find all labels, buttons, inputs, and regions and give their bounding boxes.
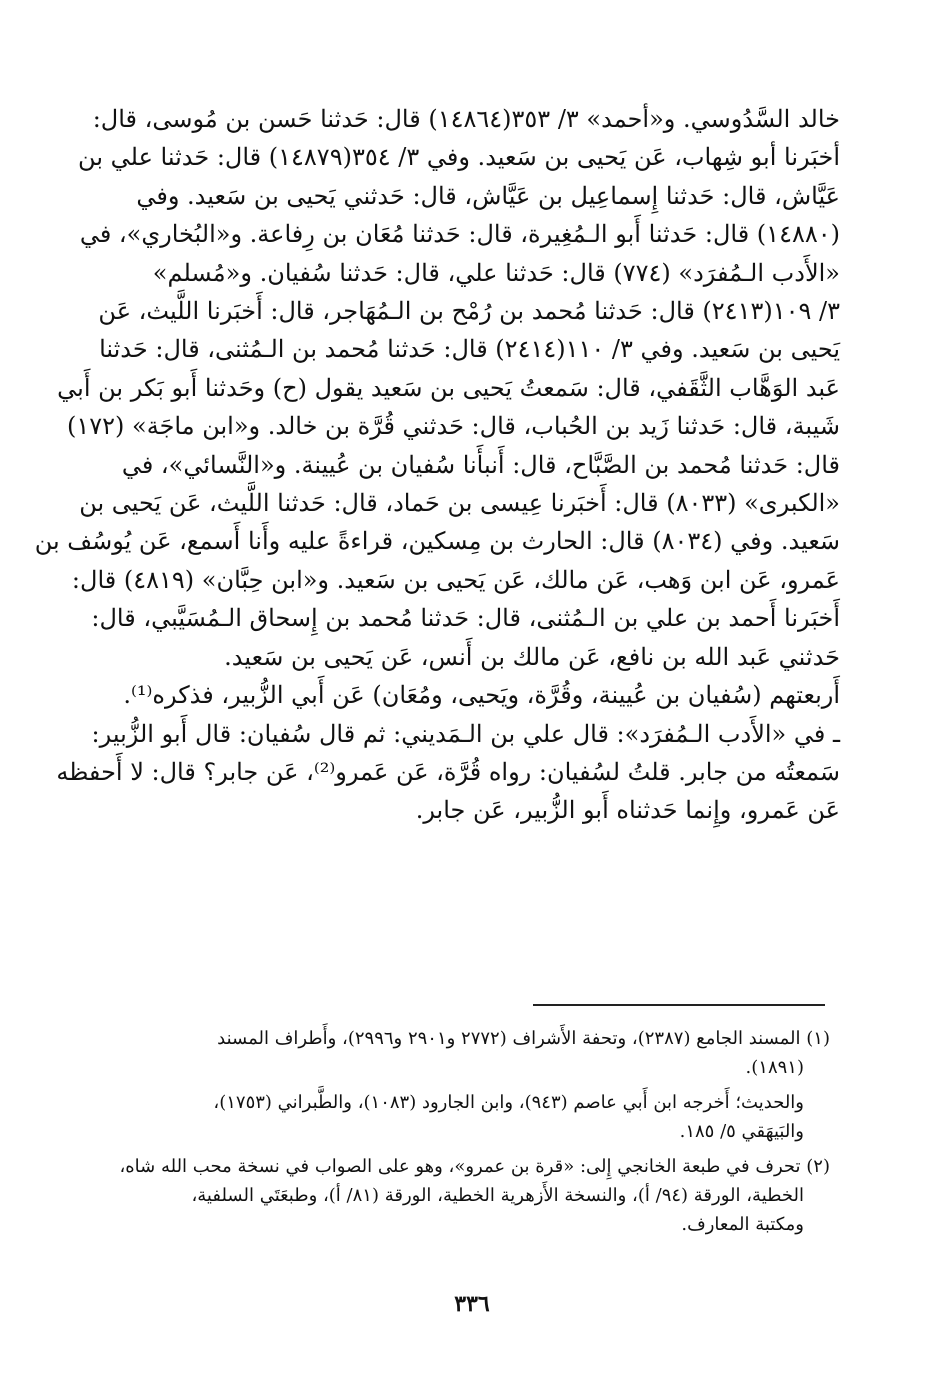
footnote-separator [533, 1004, 825, 1006]
footnote-line: (١٨٩١). [745, 1057, 804, 1078]
text-line: ـ في «الأَدب الـمُفرَد»: قال علي بن الـمَديني: ثم قال سُفيان: قال أَبو الزُّبير: [91, 719, 840, 748]
text-line: ٣/ ١٠٩(٢٤١٣) قال: حَدثنا مُحمد بن رُمْح بن الـمُهَاجر، قال: أَخبَرنا اللَّيث، عَن [98, 297, 840, 326]
paragraph-3 [56, 715, 840, 830]
text-line: «الكبرى» (٨٠٣٣) قال: أَخبَرنا عِيسى بن حَماد، قال: حَدثنا اللَّيث، عَن يَحيى بن [79, 489, 840, 518]
text-line: شَيبة، قال: حَدثنا زَيد بن الحُباب، قال: حَدثني قُرَّة بن خالد. و«ابن ماجَة» (١٧٢) [67, 412, 840, 441]
footnote-line: والحديث؛ أَخرجه ابن أَبي عاصم (٩٤٣)، وابن الجارود (١٠٨٣)، والطَّبراني (١٧٥٣)، [213, 1092, 804, 1113]
paragraph-1 [34, 100, 840, 676]
main-text [34, 100, 840, 830]
text-line: أخبَرنا أبو شِهاب، عَن يَحيى بن سَعيد. وفي ٣/ ٣٥٤(١٤٨٧٩) قال: حَدثنا علي بن [78, 143, 840, 172]
text-line: قال: حَدثنا مُحمد بن الصَّبَّاح، قال: أَنبأَنا سُفيان بن عُيينة. و«النَّسائي»، في [121, 450, 840, 479]
text-line: سَمعتُه من جابر. قلتُ لسُفيان: رواه قُرَّة، عَن عَمرو⁽²⁾، عَن جابر؟ قال: لا أَحفظه [56, 757, 840, 786]
footnote-line: ومكتبة المعارف. [681, 1214, 804, 1235]
footnote-line: والبَيهَقي ٥/ ١٨٥. [679, 1121, 804, 1142]
text-line: خالد السَّدُوسي. و«أحمد» ٣/ ٣٥٣(١٤٨٦٤) قال: حَدثنا حَسن بن مُوسى، قال: [92, 105, 840, 133]
footnote-line: (٢) تحرف في طبعة الخانجي إِلى: «قرة بن عمرو»، وهو على الصواب في نسخة محب الله شاه، [119, 1156, 830, 1177]
footnote-1-continued [80, 1088, 830, 1146]
text-line: «الأَدب الـمُفرَد» (٧٧٤) قال: حَدثنا علي، قال: حَدثنا سُفيان. و«مُسلم» [152, 258, 840, 287]
paragraph-2 [80, 676, 840, 714]
text-line: عَبد الوَهَّاب الثَّقَفي، قال: سَمعتُ يَحيى بن سَعيد يقول (ح) وحَدثنا أَبو بَكر بن أَبي [57, 373, 840, 402]
text-line: أَربعتهم (سُفيان بن عُيينة، وقُرَّة، ويَحيى، ومُعَان) عَن أَبي الزُّبير، فذكره⁽¹⁾. [123, 681, 840, 710]
text-line: أَخبَرنا أَحمد بن علي بن الـمُثنى، قال: حَدثنا مُحمد بن إِسحاق الـمُسَيَّبي، قال: [91, 604, 840, 633]
text-line: عَيَّاش، قال: حَدثنا إِسماعِيل بن عَيَّاش، قال: حَدثني يَحيى بن سَعيد. وفي [136, 181, 840, 210]
footnote-line: (١) المسند الجامع (٢٣٨٧)، وتحفة الأَشراف (٢٧٧٢ و٢٩٠١ و٢٩٩٦)، وأَطراف المسند [217, 1028, 830, 1049]
text-line: حَدثني عَبد الله بن نافع، عَن مالك بن أَنس، عَن يَحيى بن سَعيد. [224, 642, 840, 671]
footnotes [80, 1024, 830, 1245]
footnote-1 [80, 1024, 830, 1082]
text-line: سَعيد. وفي (٨٠٣٤) قال: الحارث بن مِسكين، قراءةً عليه وأَنا أَسمع، عَن يُوسُف بن [34, 527, 840, 556]
page-number: ٣٣٦ [454, 1291, 490, 1317]
text-line: (١٤٨٨٠) قال: حَدثنا أَبو الـمُغِيرة، قال: حَدثنا مُعَان بن رِفاعة. و«البُخاري»، في [79, 220, 840, 249]
text-line: عَن عَمرو، وإِنما حَدثناه أَبو الزُّبير، عَن جابر. [415, 796, 840, 825]
footnote-line: الخطية، الورقة (٩٤/ أ)، والنسخة الأَزهرية الخطية، الورقة (٨١/ أ)، وطبعَتَي السلفية، [191, 1185, 804, 1206]
text-line: عَمرو، عَن ابن وَهب، عَن مالك، عَن يَحيى بن سَعيد. و«ابن حِبَّان» (٤٨١٩) قال: [71, 565, 840, 594]
text-line: يَحيى بن سَعيد. وفي ٣/ ١١٠(٢٤١٤) قال: حَدثنا مُحمد بن الـمُثنى، قال: حَدثنا [99, 335, 840, 364]
footnote-2 [80, 1152, 830, 1239]
